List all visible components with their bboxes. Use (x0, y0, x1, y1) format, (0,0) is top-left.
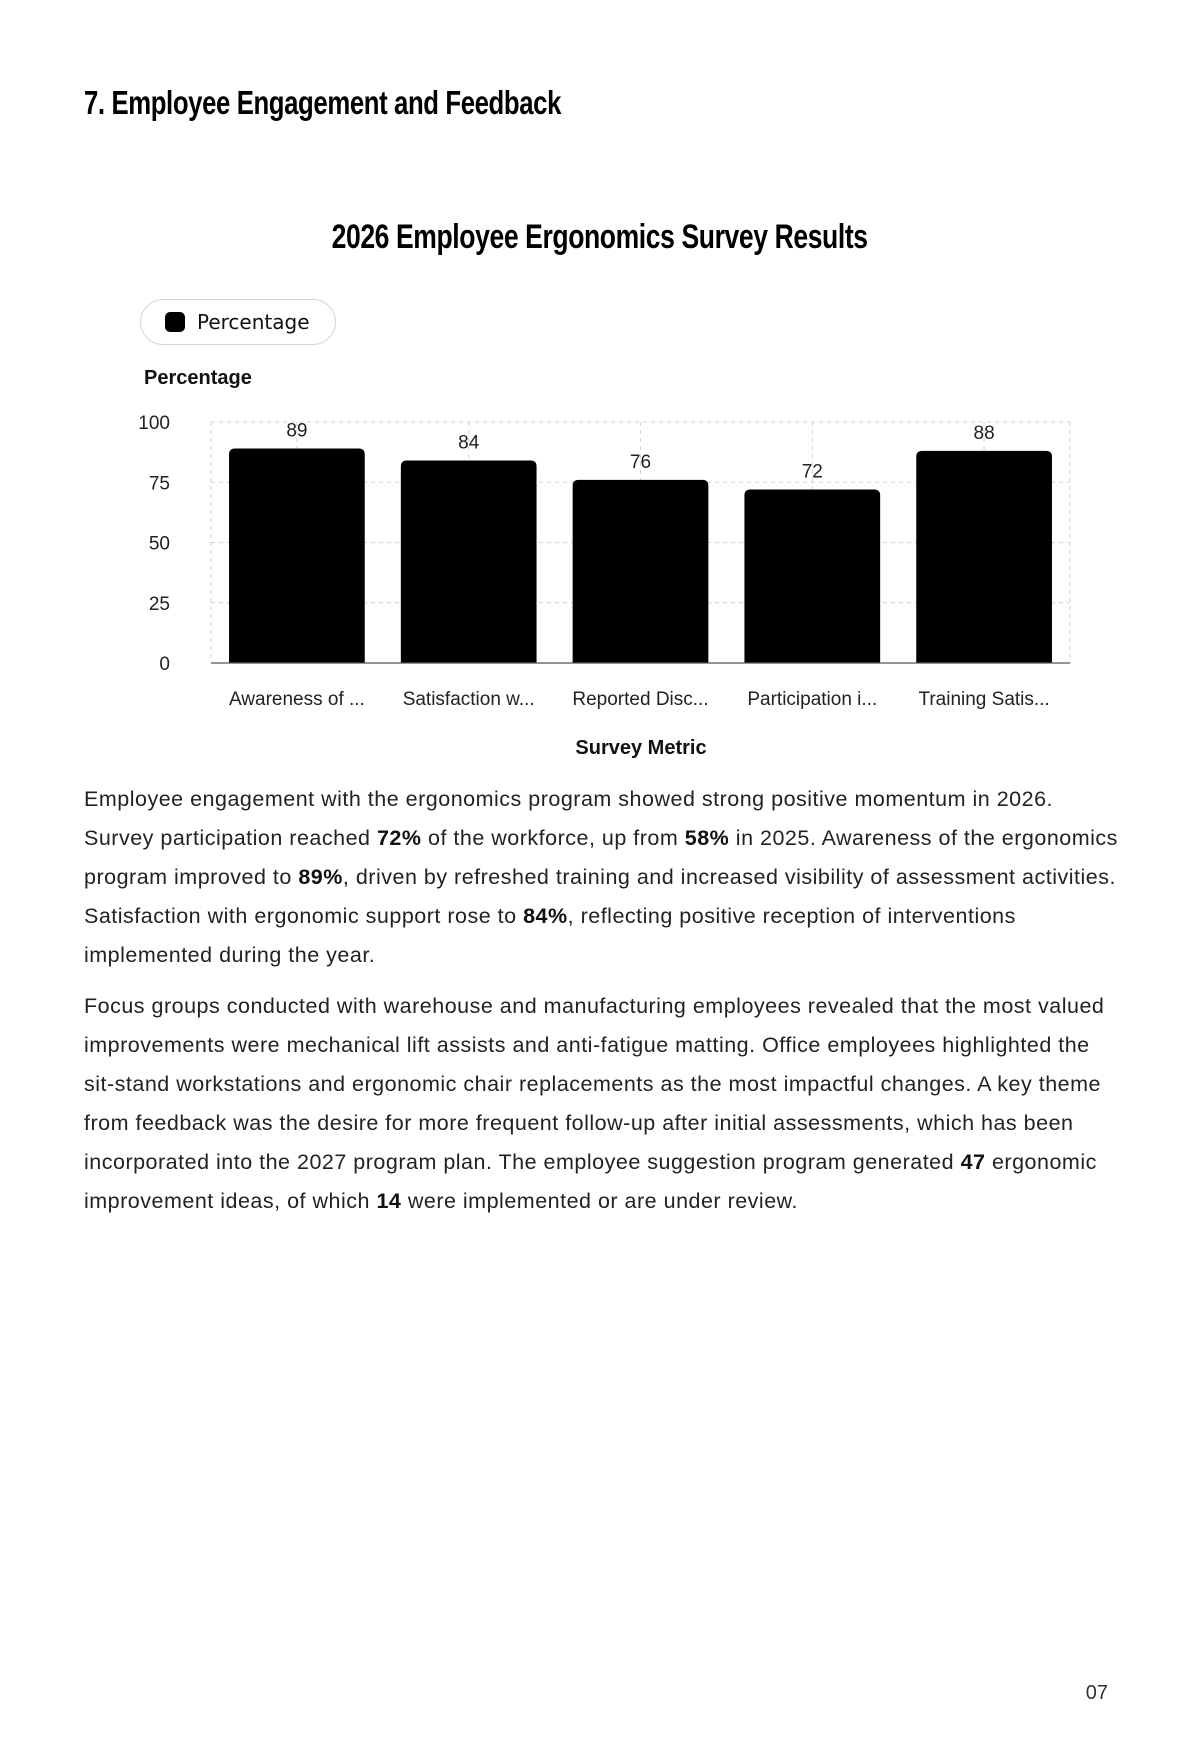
paragraph-text: of the workforce, up from (421, 826, 685, 850)
y-tick-label: 25 (148, 593, 170, 615)
legend-swatch-icon (165, 312, 185, 332)
x-tick-label: Participation i... (747, 689, 878, 710)
page-number: 07 (1085, 1682, 1108, 1704)
data-label: 89 (286, 420, 308, 442)
body-text (84, 780, 1124, 1233)
emphasis-value: 72% (376, 826, 422, 850)
data-label: 72 (801, 461, 823, 483)
body-paragraph (84, 780, 1124, 975)
paragraph-text: , reflecting positive reception of interventions implemented during the year. (84, 904, 1016, 967)
chart-title-container (0, 218, 1200, 257)
paragraph-text: Focus groups conducted with warehouse and manufacturing employees revealed that the most valued improvements were mechanical lift assists and anti-fatigue matting. Office employees highlighted the sit-stand workstations and ergonomic chair replacements as the most impactful changes. A key theme from feedback was the desire for more frequent follow-up after initial assessments, which has been incorporated into the 2027 program plan. The employee suggestion program generated (84, 994, 1105, 1174)
paragraph-text: Employee engagement with the ergonomics program showed strong positive momentum in 2026. Survey participation reached (84, 787, 1053, 850)
bar (229, 449, 365, 663)
chart-title: 2026 Employee Ergonomics Survey Results (331, 218, 869, 256)
paragraph-text: ergonomic improvement ideas, of which (84, 1150, 1097, 1213)
data-label: 88 (973, 422, 995, 444)
paragraph-text: , driven by refreshed training and increased visibility of assessment activities. Satisfaction with ergonomic support rose to (84, 865, 1116, 928)
bar (916, 451, 1052, 663)
data-label: 84 (458, 432, 480, 454)
body-paragraph (84, 987, 1124, 1221)
survey-chart (0, 200, 1200, 780)
y-tick-label: 100 (138, 413, 170, 434)
x-axis-label: Survey Metric (575, 737, 707, 759)
y-axis-label: Percentage (144, 367, 252, 389)
x-tick-label: Satisfaction w... (402, 689, 535, 710)
emphasis-value: 84% (523, 904, 568, 928)
chart-legend[interactable] (140, 299, 336, 345)
emphasis-value: 14 (376, 1189, 402, 1213)
y-tick-label: 50 (148, 533, 170, 555)
x-tick-label: Awareness of ... (228, 689, 365, 710)
bar (573, 480, 709, 663)
chart-canvas (0, 200, 1200, 780)
emphasis-value: 89% (298, 865, 343, 889)
y-tick-label: 0 (159, 654, 170, 675)
bar (401, 461, 537, 663)
emphasis-value: 47 (960, 1150, 986, 1174)
legend-label: Percentage (197, 310, 310, 334)
data-label: 76 (629, 451, 652, 473)
y-tick-label: 75 (148, 473, 170, 495)
bar (744, 489, 880, 663)
x-tick-label: Reported Disc... (572, 689, 709, 710)
x-tick-label: Training Satis... (918, 689, 1050, 710)
emphasis-value: 58% (684, 826, 730, 850)
paragraph-text: were implemented or are under review. (401, 1189, 798, 1213)
paragraph-text: in 2025. Awareness of the ergonomics program improved to (84, 826, 1118, 889)
section-heading: 7. Employee Engagement and Feedback (84, 84, 561, 121)
